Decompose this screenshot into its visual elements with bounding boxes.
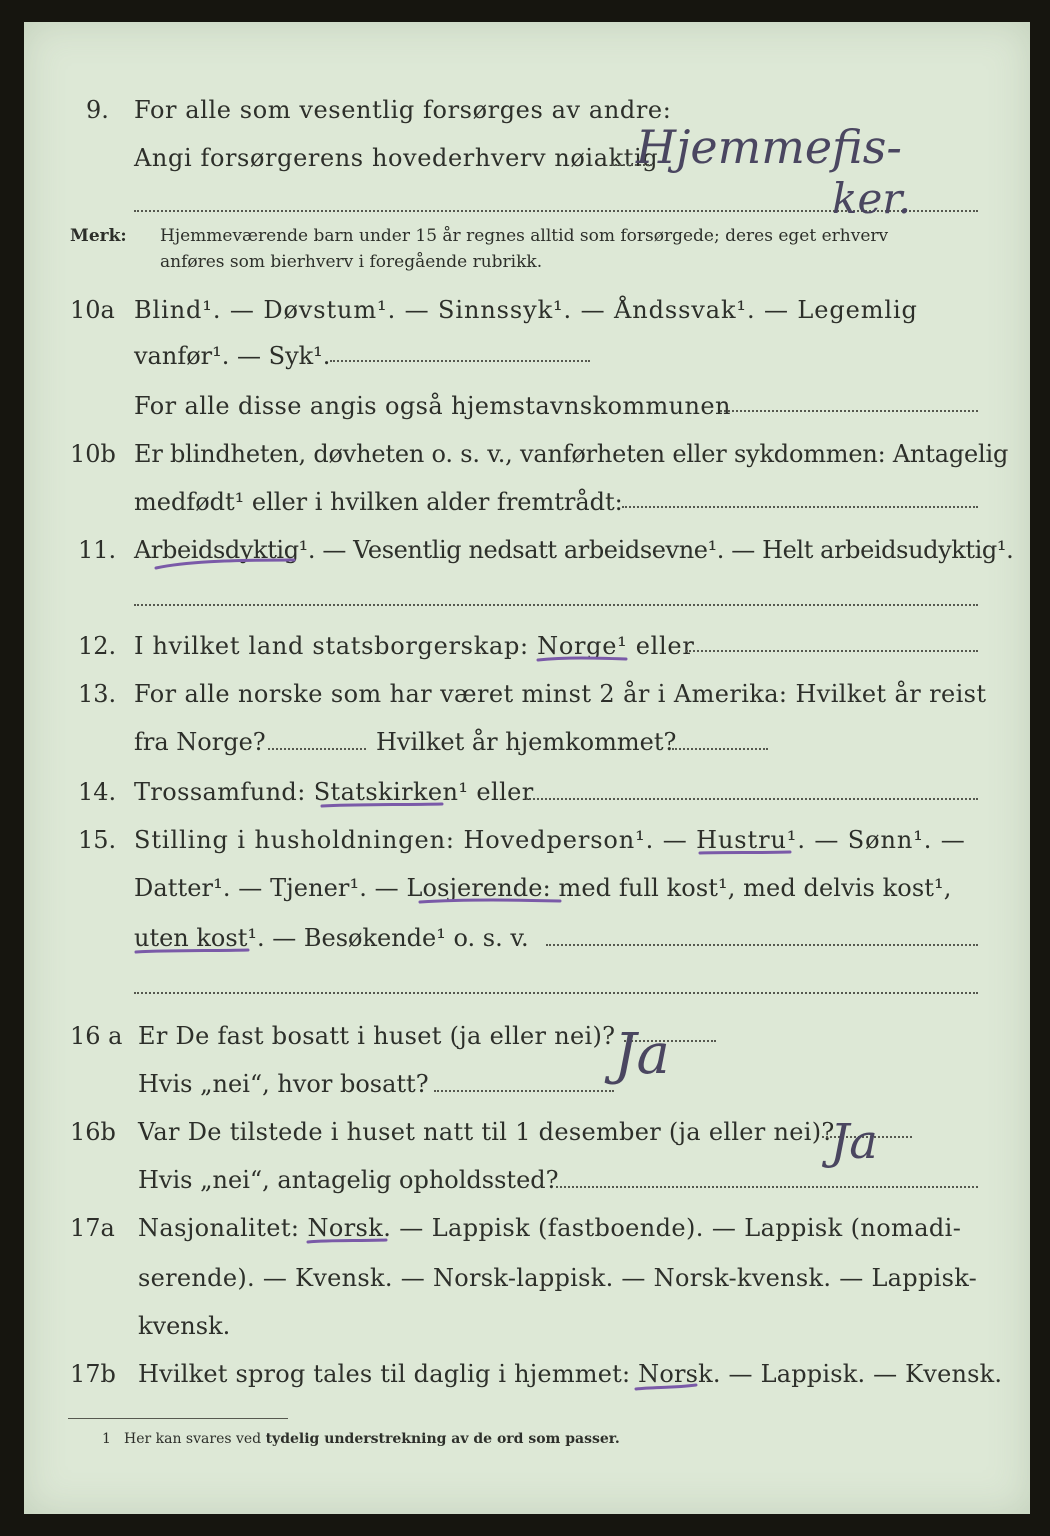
footnote-rule xyxy=(68,1418,288,1419)
q16b-number: 16b xyxy=(70,1118,116,1146)
q15-uten-kost-underline xyxy=(134,946,254,960)
q10a-hjemstavn-line xyxy=(720,410,978,412)
q9-line1: For alle som vesentlig forsørges av andre: xyxy=(134,96,672,124)
q16b-line1: Var De tilstede i huset natt til 1 desember (ja eller nei)? xyxy=(138,1118,835,1146)
q11-arbeidsdyktig-underline xyxy=(154,556,304,576)
q16b-opholdssted-line xyxy=(556,1186,978,1188)
q14-statskirken-underline xyxy=(320,800,450,814)
q17b-line1: Hvilket sprog tales til daglig i hjemmet: Norsk. — Lappisk. — Kvensk. xyxy=(138,1360,1003,1388)
q15-number: 15. xyxy=(78,826,117,854)
q12-answer-line xyxy=(686,650,978,652)
q13-line2a: fra Norge? xyxy=(134,728,266,756)
q15-answer-line-2 xyxy=(134,992,978,994)
q15-line3: uten kost¹. — Besøkende¹ o. s. v. xyxy=(134,924,529,952)
q16a-line1: Er De fast bosatt i huset (ja eller nei)? xyxy=(138,1022,616,1050)
q10b-line2: medfødt¹ eller i hvilken alder fremtrådt: xyxy=(134,488,623,516)
q14-line1: Trossamfund: Statskirken¹ eller xyxy=(134,778,534,806)
q10a-syk-line xyxy=(330,360,590,362)
footnote-mark: 1 xyxy=(102,1431,111,1447)
q10b-line1: Er blindheten, døvheten o. s. v., vanførheten eller sykdommen: Antagelig xyxy=(134,440,1009,468)
q16a-bosatt-line xyxy=(434,1090,614,1092)
q17a-line2: serende). — Kvensk. — Norsk-lappisk. — Norsk-kvensk. — Lappisk- xyxy=(138,1264,978,1292)
footnote-text-a: Her kan svares ved xyxy=(124,1431,266,1447)
q13-number: 13. xyxy=(78,680,117,708)
q12-norge-underline xyxy=(536,654,636,668)
q16b-answer-handwritten: Ja xyxy=(830,1114,878,1170)
q14-answer-line xyxy=(526,798,978,800)
merk-line2: anføres som bierhverv i foregående rubrikk. xyxy=(160,252,543,272)
q13-line2b: Hvilket år hjemkommet? xyxy=(376,728,677,756)
q16a-line2: Hvis „nei“, hvor bosatt? xyxy=(138,1070,429,1098)
q9-answer-handwritten-1: Hjemmefis- xyxy=(636,120,902,174)
q11-line1: Arbeidsdyktig¹. — Vesentlig nedsatt arbeidsevne¹. — Helt arbeidsudyktig¹. xyxy=(134,536,1014,564)
q15-answer-line xyxy=(546,944,978,946)
q15-line1: Stilling i husholdningen: Hovedperson¹. — Hustru¹. — Sønn¹. — xyxy=(134,826,966,854)
q17a-line3: kvensk. xyxy=(138,1312,231,1340)
q17b-norsk-underline xyxy=(634,1382,704,1396)
q10a-line1: Blind¹. — Døvstum¹. — Sinnssyk¹. — Åndssvak¹. — Legemlig xyxy=(134,296,918,324)
q13-line1: For alle norske som har været minst 2 år i Amerika: Hvilket år reist xyxy=(134,680,987,708)
q16a-number: 16 a xyxy=(70,1022,123,1050)
merk-line1: Hjemmeværende barn under 15 år regnes alltid som forsørgede; deres eget erhverv xyxy=(160,226,889,246)
footnote-text-b: tydelig understrekning av de ord som passer. xyxy=(265,1431,620,1447)
q10a-line2: vanfør¹. — Syk¹. xyxy=(134,342,331,370)
q16a-answer-handwritten: Ja xyxy=(614,1022,670,1087)
q11-answer-line xyxy=(134,604,978,606)
q12-line1: I hvilket land statsborgerskap: Norge¹ eller xyxy=(134,632,695,660)
merk-label: Merk: xyxy=(70,226,127,246)
q14-number: 14. xyxy=(78,778,117,806)
q9-answer-handwritten-2: ker. xyxy=(832,174,912,223)
q9-number: 9. xyxy=(86,96,109,124)
census-form-page xyxy=(24,22,1030,1514)
q13-hjemkommet-line xyxy=(672,748,768,750)
q15-losjerende-underline xyxy=(418,896,568,910)
q17a-norsk-underline xyxy=(306,1236,396,1250)
q9-line2: Angi forsørgerens hovederhverv nøiaktig xyxy=(134,144,659,172)
q10b-number: 10b xyxy=(70,440,116,468)
footnote-text xyxy=(124,1432,620,1446)
q15-line2: Datter¹. — Tjener¹. — Losjerende: med full kost¹, med delvis kost¹, xyxy=(134,874,952,902)
q17b-number: 17b xyxy=(70,1360,116,1388)
q11-number: 11. xyxy=(78,536,117,564)
q10a-number: 10a xyxy=(70,296,115,324)
q15-hustru-underline xyxy=(698,848,798,862)
q13-reist-line xyxy=(268,748,366,750)
q12-number: 12. xyxy=(78,632,117,660)
q17a-number: 17a xyxy=(70,1214,115,1242)
q16b-line2: Hvis „nei“, antagelig opholdssted? xyxy=(138,1166,559,1194)
q10a-line3: For alle disse angis også hjemstavnskommunen xyxy=(134,392,731,420)
q10b-answer-line xyxy=(622,506,978,508)
q17a-line1: Nasjonalitet: Norsk. — Lappisk (fastboende). — Lappisk (nomadi- xyxy=(138,1214,962,1242)
